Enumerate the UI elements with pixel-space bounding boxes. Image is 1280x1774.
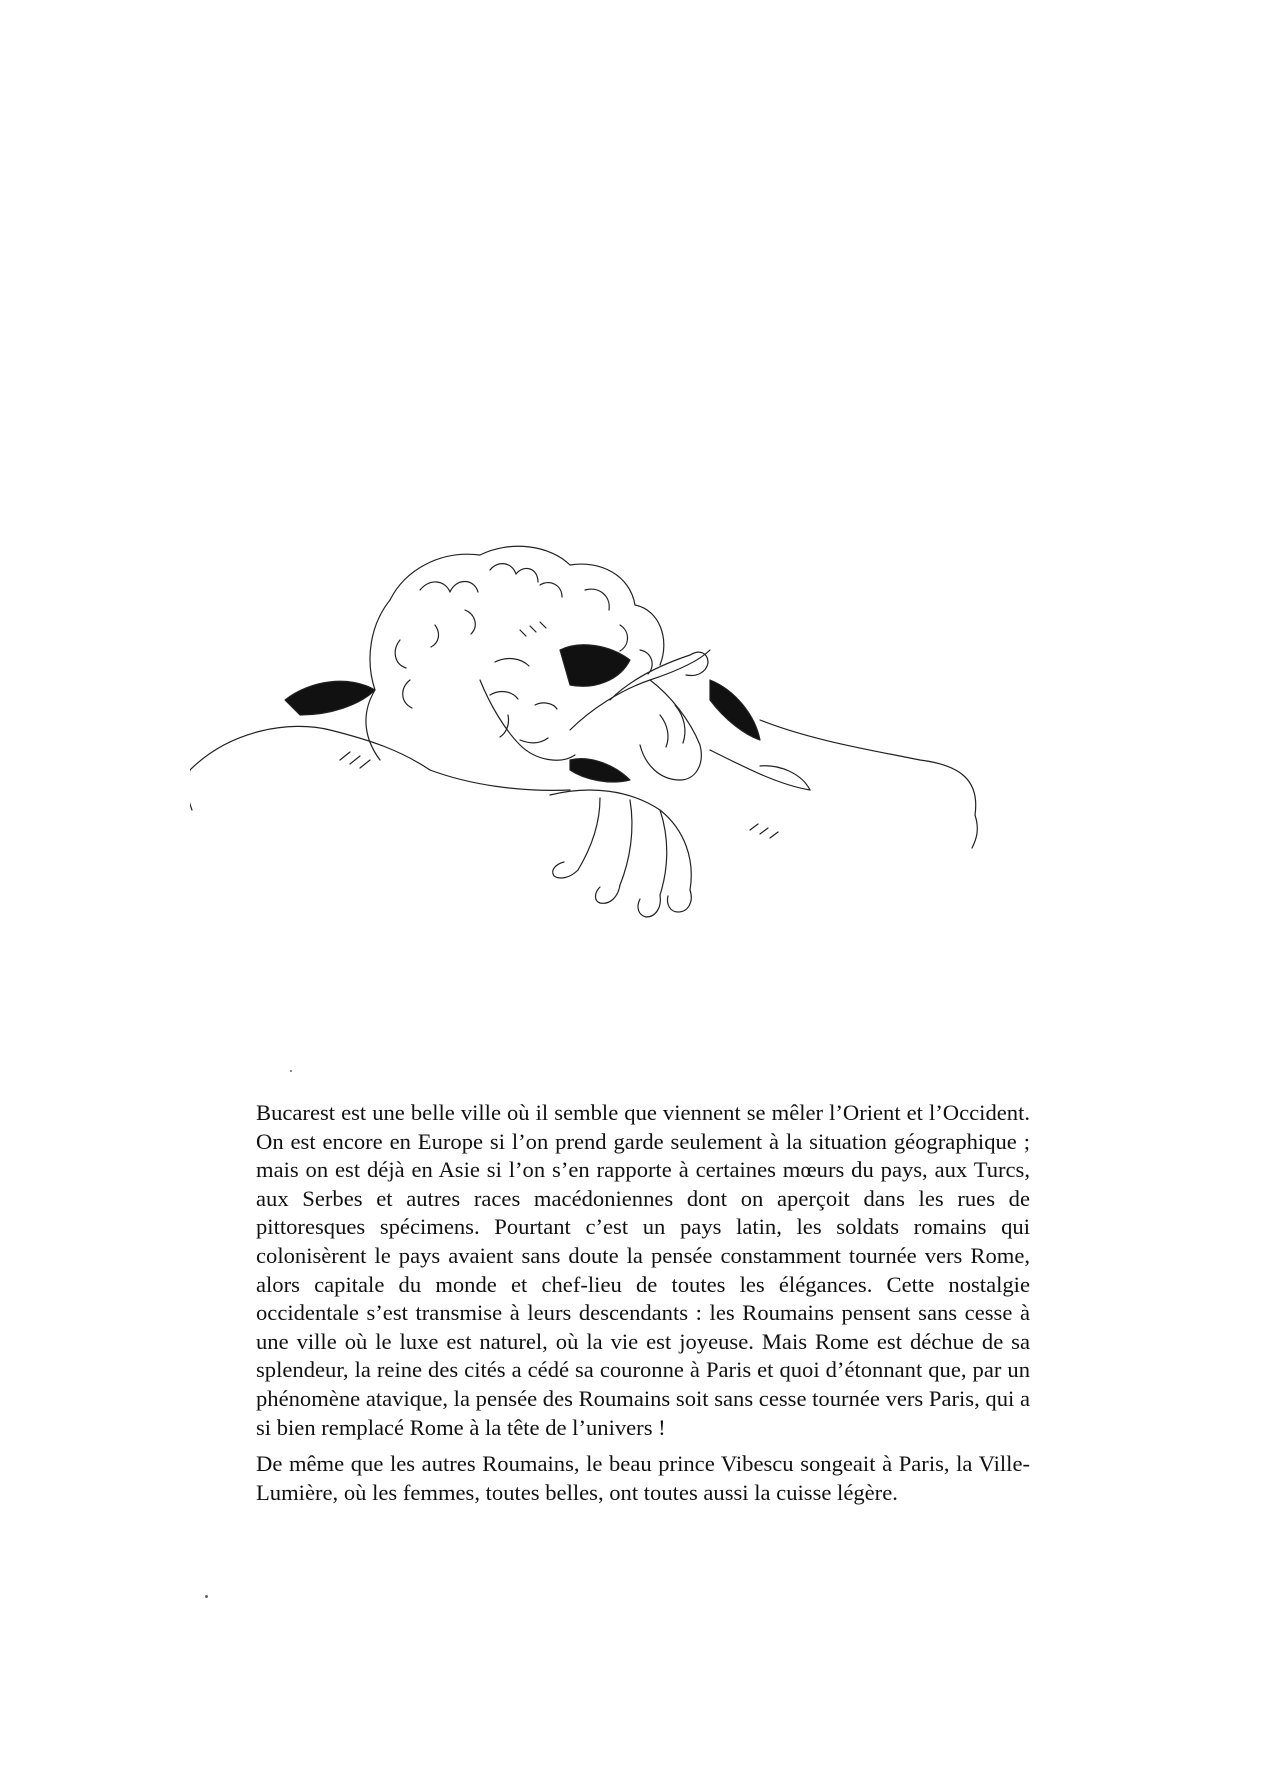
- paper-speck: [290, 1070, 292, 1072]
- paragraph-1: Bucarest est une belle ville où il semble que viennent se mêler l’Orient et l’Occident. On est encore en Europe si l’on prend garde seulement à la situation géographique ; mais on est déjà en Asie si l’on s’en rapporte à certaines mœurs du pays, aux Turcs, aux Serbes et autres races macédoniennes dont on aperçoit dans les rues de pittoresques spécimens. Pourtant c’est un pays latin, les soldats romains qui colonisèrent le pays avaient sans doute la pensée constamment tournée vers Rome, alors capitale du monde et chef-lieu de toutes les élégances. Cette nostalgie occidentale s’est transmise à leurs descendants : les Roumains pensent sans cesse à une ville où le luxe est naturel, où la vie est joyeuse. Mais Rome est déchue de sa splendeur, la reine des cités a cédé sa couronne à Paris et quoi d’étonnant que, par un phénomène atavique, la pensée des Roumains soit sans cesse tournée vers Paris, qui a si bien remplacé Rome à la tête de l’univers !: [256, 1100, 1030, 1440]
- figure-drawing-svg: [190, 530, 1100, 1050]
- paper-speck: [205, 1595, 208, 1598]
- paragraph-2: De même que les autres Roumains, le beau prince Vibescu songeait à Paris, la Ville-Lumière, où les femmes, toutes belles, ont toutes aussi la cuisse légère.: [256, 1451, 1030, 1505]
- body-text: [256, 1099, 1030, 1507]
- pen-drawing-illustration: [190, 530, 1100, 1050]
